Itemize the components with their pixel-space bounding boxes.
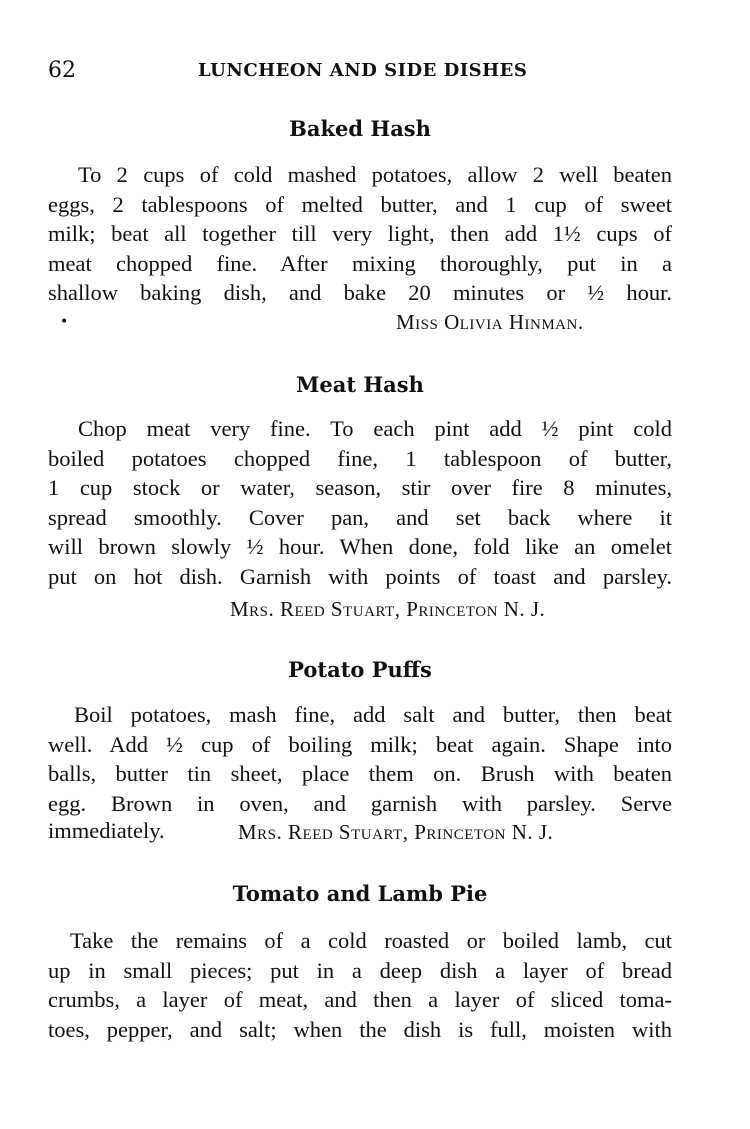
recipe-signature: Miss Olivia Hinman.	[396, 310, 584, 334]
page-header	[48, 58, 688, 86]
recipe-body-potato-puffs	[48, 700, 672, 818]
recipe-title-baked-hash: Baked Hash	[289, 116, 431, 141]
recipe-line: Boil potatoes, mash fine, add salt and butter, then beat	[74, 702, 672, 727]
recipe-line: 1 cup stock or water, season, stir over fire 8 minutes,	[48, 475, 672, 500]
recipe-line: toes, pepper, and salt; when the dish is full, moisten with	[48, 1016, 672, 1042]
stray-dot: •	[60, 314, 69, 330]
recipe-body-tomato-lamb-pie	[48, 926, 672, 1044]
recipe-signature: Mrs. Reed Stuart, Princeton N. J.	[238, 820, 554, 844]
recipe-body-meat-hash	[48, 414, 672, 591]
recipe-line: eggs, 2 tablespoons of melted butter, and 1 cup of sweet	[48, 191, 672, 217]
recipe-line: put on hot dish. Garnish with points of toast and parsley.	[48, 563, 672, 589]
recipe-line: immediately.	[48, 818, 165, 843]
recipe-line: meat chopped fine. After mixing thoroughly, put in a	[48, 250, 672, 276]
recipe-line: milk; beat all together till very light, then add 1½ cups of	[48, 221, 672, 246]
recipe-body-baked-hash	[48, 160, 672, 308]
recipe-line: To 2 cups of cold mashed potatoes, allow 2 well beaten	[78, 162, 672, 187]
recipe-title-tomato-lamb-pie: Tomato and Lamb Pie	[232, 881, 488, 906]
recipe-line: crumbs, a layer of meat, and then a layer of sliced toma-	[48, 987, 672, 1012]
recipe-title-potato-puffs: Potato Puffs	[288, 657, 432, 682]
recipe-signature: Mrs. Reed Stuart, Princeton N. J.	[230, 597, 546, 621]
recipe-line: Take the remains of a cold roasted or boiled lamb, cut	[70, 928, 672, 953]
recipe-line: egg. Brown in oven, and garnish with parsley. Serve	[48, 790, 672, 816]
recipe-line: boiled potatoes chopped fine, 1 tablespoon of butter,	[48, 445, 672, 471]
recipe-title-meat-hash: Meat Hash	[296, 372, 424, 397]
running-head: LUNCHEON AND SIDE DISHES	[198, 60, 528, 81]
recipe-line: well. Add ½ cup of boiling milk; beat again. Shape into	[48, 731, 672, 757]
recipe-line: shallow baking dish, and bake 20 minutes or ½ hour.	[48, 280, 672, 305]
recipe-line: spread smoothly. Cover pan, and set back where it	[48, 504, 672, 530]
recipe-line: will brown slowly ½ hour. When done, fold like an omelet	[48, 534, 672, 559]
recipe-line: Chop meat very fine. To each pint add ½ pint cold	[78, 416, 672, 441]
recipe-line: balls, butter tin sheet, place them on. Brush with beaten	[48, 761, 672, 786]
page-number: 62	[48, 58, 76, 83]
recipe-line: up in small pieces; put in a deep dish a layer of bread	[48, 957, 672, 983]
